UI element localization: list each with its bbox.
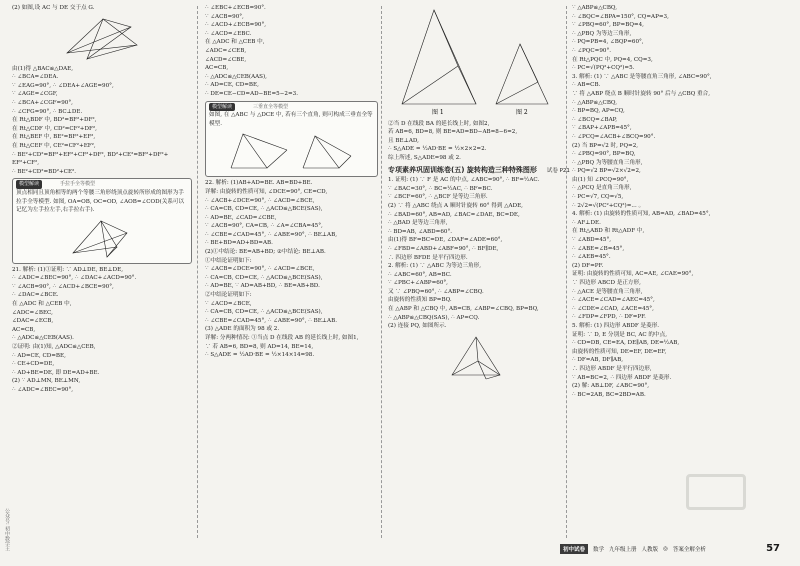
text-line: (2) ∵ 将 △ABC 绕点 A 顺时针旋转 60° 得到 △ADE, (388, 202, 523, 209)
page-footer (560, 543, 785, 554)
model-title: 手拉手全等模型 (60, 181, 96, 188)
figure-rotation (57, 15, 147, 63)
text-line: ②证明: 由(1)知, △ADC≌△CEB, (12, 344, 96, 351)
page-number: 57 (766, 543, 780, 554)
text-line: ∴ ∠AEB=45°. (572, 254, 611, 261)
text-line: ∴ DE=CE−CD=AD−BE=5−2=3. (205, 90, 299, 97)
subject-label: 数学 (593, 546, 605, 553)
answers-icon: ◎ (663, 545, 668, 552)
text-line: 又 ∵ ∠PBQ=60°, ∴ ∠ABP=∠CBQ. (388, 288, 484, 295)
text-line: 22. 解析: (1)AB+AD=BE. AB=BD+BE. (205, 180, 313, 187)
text-line: ∵ 四边形 ABCD 是正方形, (572, 280, 641, 286)
column-3 (388, 4, 570, 540)
text-line: ∠ADC=∠CEB, (205, 47, 247, 54)
text-line: ∴ ∠DAC=∠BCE. (12, 292, 59, 299)
text-line: 3. 解析: (1) ∵ △ABC 是等腰直角三角形, ∠ABC=90°, (572, 73, 712, 80)
text-line: ∴ AD=BE, ∠CAD=∠CBE, (205, 214, 277, 221)
text-line: ∵ ∠ABD=45°, (572, 237, 612, 244)
text-line: ∴ CD=DB, CE=EA, DE∥AB, DE=½AB, (572, 340, 680, 347)
text-line: ∴ CA=CB, CD=CE, ∴ △ACD≌△BCE(SAS), (205, 274, 323, 281)
text-line: 在 Rt△ABD 和 Rt△ADF 中, (572, 228, 645, 235)
text-line: (2)①中结论: BE=AB+BD; ②中结论: BE⊥AB. (205, 249, 326, 256)
text-line: ∵ ∠PBQ=60°, BP=BQ=4, (572, 22, 644, 29)
figure-hand-in-hand (67, 217, 137, 259)
text-line: ∴ △PBQ 为等腰直角三角形, (572, 159, 643, 166)
text-line: (2) 连接 PQ, 如图所示. (388, 323, 447, 330)
text-line: (2) ∵ AD⊥MN, BE⊥MN, (12, 378, 81, 385)
text-line: 5. 解析: (1) 四边形 ABDF 是菱形. (572, 322, 660, 329)
text-line: ∴ ∠PBQ=90°, BP=BQ, (572, 151, 636, 158)
model-text: 如图, 在 △ABC 与 △DCE 中, 若有三个直角, 则可构成三垂直全等模型. (209, 112, 373, 127)
text-line: 在 △ADC 和 △CEB 中, (12, 301, 72, 308)
text-line: (2) 如图,设 AC 与 DE 交于点 G. (12, 5, 95, 11)
text-line: ∴ ∠ACE=∠CAD=∠AEC=45°, (572, 297, 655, 304)
text-line: ∴ ∠ACD+∠ECB=90°, (205, 22, 267, 29)
text-line: ∵ △ABP≌△CBQ, (572, 5, 618, 11)
text-line: 由旋转的性质可知, DE=EF, DE=EF, (572, 348, 667, 355)
text-line: 详解: 分两种情况: ①当点 D 在线段 AB 的延长线上时, 如图1, (205, 335, 359, 341)
text-line: ∴ △BAD 是等边三角形, (388, 220, 448, 227)
text-line: 在 Rt△BDF 中, BD²=BF²+DF², (12, 117, 97, 124)
text-line: ∵ ∠ACB=90°, CA=CB, ∴ ∠A=∠CBA=45°, (205, 223, 323, 230)
text-line: ∵ ∠ACB=∠DCE=90°, ∴ ∠ACD=∠BCE, (205, 266, 315, 273)
text-line: ∴ ∠ACD=∠EBC. (205, 30, 252, 37)
figure-1-caption: 图 1 (432, 109, 444, 116)
watermark-logo (686, 474, 746, 510)
column-divider (566, 6, 567, 538)
text-line: ∴ △ADC≌△CEB(AAS). (12, 335, 74, 342)
text-line: ∴ CA=CB, CD=CE, ∴ △ACD≌△BCE(SAS), (205, 206, 323, 213)
text-line: ∵ ∠ACB=90°, (205, 13, 244, 20)
text-line: ∴ PC=√7, CQ=√5, (572, 194, 624, 201)
text-line: ∵ 若 AB=6, BD=8, 则 AD=14, BE=14, (205, 343, 314, 350)
text-line: ∴ DF=AB, DF∥AB, (572, 357, 623, 364)
figure-three-perpendicular (227, 130, 357, 172)
text-line: ∴ ∠ACB+∠DCE=90°, ∴ ∠ACD=∠BCE, (205, 197, 315, 204)
text-line: 在 Rt△CEF 中, CE²=CF²+EF², (12, 142, 96, 149)
text-line: ∴ AB=CB. (572, 82, 601, 89)
text-line: AC=CB, (205, 65, 229, 72)
text-line: ∴ CE+CD=DE, (12, 361, 55, 368)
text-line: ∠ACD=∠CBE, (205, 56, 247, 63)
text-line: (2) DF=PF. (572, 262, 604, 269)
answers-label: 答案全解全析 (672, 546, 706, 553)
text-line: ∴ 四边形 ABDF 是平行四边形, (572, 365, 652, 372)
side-label: 公众号: 初中数学王 (4, 508, 10, 552)
text-line: ∴ PC=√(PQ²+CQ²)=5. (572, 65, 635, 72)
text-line: (2) 当 BP=√2 时, PQ=2, (572, 142, 639, 149)
text-line: ∵ ∠BAC=30°, ∴ BC=½AC, ∴ BF=BC. (388, 185, 493, 192)
text-line: ∠ADC=∠BEC, (12, 309, 53, 316)
text-line: ∴ ∠ABE=∠B=45°, (572, 245, 625, 252)
text-line: ∴ △ADC≌△CEB(AAS), (205, 73, 267, 80)
model-text: 顶点相同且顶角相等的两个等腰三角形绕顶点旋转所形成的图形为手拉手全等模型. 如图, OA=OB, OC=OD, ∠AOB=∠COD(关系可以记忆为左手拉左手,右手拉右手). (16, 189, 185, 214)
text-line: ∴ ∠BCA+∠CGF=90°, (12, 99, 73, 106)
column-divider (381, 6, 382, 538)
text-line: 证明: ∵ D, E 分别是 BC, AC 的中点, (572, 331, 667, 338)
text-line: ∴ ∠EBC+∠ECB=90°. (205, 5, 266, 11)
column-1 (12, 4, 192, 540)
model-tag: 模型解读 (209, 103, 235, 112)
text-line: ∵ ∠AGE=∠CGF, (12, 91, 58, 98)
text-line: ∴ ∠FDP=∠FPD, ∴ DF=PF. (572, 314, 646, 321)
text-line: 由(1) 知 ∠PCQ=90°, (572, 176, 629, 183)
text-line: 详解: 由旋转的性质可知, ∠DCE=90°, CE=CD, (205, 188, 328, 195)
text-line: ∴ CA=CB, CD=CE, ∴ △ACD≌△BCE(SAS), (205, 309, 323, 316)
text-line: (3) △ADE 的面积为 98 或 2. (205, 326, 280, 333)
model-tag: 模型解读 (16, 180, 42, 189)
text-line: ∵ 将 △ABP 绕点 B 顺时针旋转 90° 后与 △CBQ 重合, (572, 90, 711, 97)
text-line: 且 BE⊥AD, (388, 137, 419, 144)
text-line: 在 Rt△CDF 中, CD²=CF²+DF², (12, 125, 97, 132)
text-line: 证明: 由旋转的性质可知, AC=AE, ∠CAE=90°, (572, 271, 694, 278)
text-line: ∴ BC=2AB, BC=2BD=AB. (572, 391, 646, 398)
text-line: 由(1)得 BF=BC=DE, ∠DAF=∠ADE=60°, (388, 237, 503, 244)
text-line: 4. 解析: (1) 由旋转的性质可知, AB=AD, ∠BAD=45°, (572, 211, 711, 218)
text-line: ∴ ∠BQC=∠BPA=150°, CQ=AP=3, (572, 13, 669, 20)
text-line: ∴ BD=AB, ∠ABD=60°. (388, 228, 453, 235)
text-line: ②中结论证明如下: (205, 292, 252, 299)
text-line: ∴ AD=CE, CD=BE, (12, 352, 66, 359)
text-line: ∴ ∠ADC=∠BEC=90°, (12, 387, 74, 393)
text-line: ∵ ∠PBC+∠ABP=60°, (388, 280, 448, 287)
model-note-box (205, 101, 378, 178)
text-line: ∴ ∠BAD=60°, AB=AD, ∠BAC=∠DAE, BC=DE, (388, 211, 520, 218)
text-line: 在 △ADC 和 △CEB 中, (205, 39, 265, 46)
text-line: ∵ ∠BCF=60°, ∴ △BCF 是等边三角形. (388, 194, 488, 201)
text-line: ∵ ∠EAG=90°, ∴ ∠DEA+∠AGE=90°, (12, 82, 114, 89)
text-line: 1. 证明: (1) ∵ F 是 AC 的中点, ∠ABC=90°, ∴ BF=½AC. (388, 177, 540, 184)
text-line: 综上所述, S△ADE=98 或 2. (388, 154, 461, 161)
text-line: 2. 解析: (1) ∵ △ABC 为等边三角形, (388, 263, 481, 270)
text-line: ∴ ∠BCQ=∠BAP, (572, 116, 618, 123)
text-line: ∴ 四边形 BFDE 是平行四边形. (388, 254, 468, 261)
text-line: 在 △ABP 和 △CBQ 中, AB=CB, ∠ABP=∠CBQ, BP=BQ, (388, 306, 539, 313)
text-line: ∴ AD=BE, ∵ AD=AB+BD, ∴ BE=AB+BD. (205, 283, 320, 290)
text-line: ∴ BE²+CD²=BF²+EF²+CF²+DF², BD²+CE²=BF²+DF²+ (12, 151, 169, 158)
figures-1-2 (388, 4, 563, 116)
column-2 (205, 4, 378, 540)
text-line: 在 Rt△BEF 中, BE²=BF²+EF², (12, 134, 96, 141)
column-4 (572, 4, 790, 540)
text-line: ∴ ∠CBE=∠CAD=45°, ∴ ∠ABE=90°, ∴ BE⊥AB, (205, 231, 337, 238)
text-line: 由旋转的性质知 BP=BQ. (388, 297, 452, 304)
text-line: ∴ S△ADE = ½AD·BE = ½×2×2=2. (388, 146, 487, 153)
text-line: 若 AB=6, BD=8, 则 BE=AD=BD−AB=8−6=2, (388, 129, 518, 136)
text-line: ∴ ∠CBE=∠CAD=45°, ∴ ∠ABE=90°, ∴ BE⊥AB. (205, 317, 337, 324)
text-line: 由(1)得 △BAC≌△DAE, (12, 65, 73, 72)
text-line: EF²+CF², (12, 160, 40, 167)
figure-2-caption: 图 2 (516, 109, 528, 116)
text-line: ∵ AB=BC=2, ∴ 四边形 ABDF 是菱形. (572, 374, 672, 381)
text-line: ∴ 2√2=√(PC²+CQ²)=... 。 (572, 202, 645, 209)
figure-equilateral (446, 333, 506, 381)
text-line: ∴ ∠FBD=∠ABD+∠ABF=90°, ∴ BF∥DE, (388, 245, 499, 252)
text-line: ②当 D 在线段 BA 的延长线上时, 如图2, (388, 120, 490, 127)
text-line: ∵ ∠ACD=∠BCE, (205, 300, 252, 307)
text-line: ①中结论证明如下: (205, 257, 252, 264)
text-line: ∴ △ABP≌△CBQ(SAS), ∴ AP=CQ. (388, 314, 480, 321)
text-line: 21. 解析: (1)①证明: ∵ AD⊥DE, BE⊥DE, (12, 266, 123, 273)
text-line: ∴ ∠ADC=∠BEC=90°, ∴ ∠DAC+∠ACD=90°. (12, 275, 137, 282)
brand-label: 初中试卷 (560, 544, 588, 554)
text-line: ∴ △ACE 是等腰直角三角形, (572, 288, 643, 295)
text-line: ∴ △ABP≌△CBQ, (572, 99, 618, 106)
text-line: ∴ △PBQ 为等边三角形, (572, 30, 632, 37)
text-line: ∴ ∠ABC=60°, AB=BC. (388, 271, 452, 278)
text-line: 在 Rt△PQC 中, PQ=4, CQ=3, (572, 56, 653, 63)
text-line: ∵ ∠BAP+∠APB=45°, (572, 125, 632, 132)
text-line: ∴ ∠BCA=∠DEA. (12, 74, 59, 81)
edition-label: 人教版 (641, 546, 659, 553)
text-line: ∴ BE²+CD²=BD²+CE². (12, 168, 77, 175)
text-line: ∴ BE+BD=AD+BD=AB. (205, 240, 273, 247)
text-line: (2) 解: AB⊥DF, ∠ABC=90°, (572, 383, 650, 390)
grade-label: 九年级上册 (609, 546, 637, 553)
model-title: 三垂直全等模型 (253, 103, 289, 110)
text-line: ∴ S△ADE = ½AD·BE = ½×14×14=98. (205, 352, 315, 359)
text-line: ∴ ∠CDE=∠CAD, ∠ACE=45°, (572, 305, 654, 312)
section-ref: 试卷 P21 (546, 167, 570, 174)
text-line: ∵ ∠ACB=90°, ∴ ∠ACD+∠BCE=90°, (12, 283, 114, 290)
text-line: ∴ BP=BQ, AP=CQ, (572, 108, 625, 115)
text-line: ∴ PQ=PB=4, ∠BQP=60°, (572, 39, 644, 46)
text-line: ∠DAC=∠ECB, (12, 318, 54, 325)
text-line: ∴ △PCQ 是直角三角形, (572, 185, 632, 192)
text-line: ∴ AF⊥DE. (572, 219, 601, 226)
text-line: ∴ AD+BE=DE, 即 DE=AD+BE. (12, 369, 100, 376)
text-line: ∴ PQ=√2 BP=√2×√2=2, (572, 168, 641, 175)
column-divider (197, 6, 198, 538)
text-line: ∴ ∠CFG=90°, ∴ BC⊥DE. (12, 108, 83, 115)
text-line: ∴ AD=CE, CD=BE, (205, 82, 259, 89)
text-line: ∴ ∠PQC=90°. (572, 47, 612, 54)
section-title: 专项素养巩固训练卷(五) 旋转构造三种特殊图形 (388, 165, 537, 174)
text-line: AC=CB, (12, 326, 36, 333)
text-line: ∴ ∠PCQ=∠ACB+∠BCQ=90°. (572, 133, 656, 140)
section-heading (388, 165, 570, 176)
model-note-box (12, 178, 192, 263)
